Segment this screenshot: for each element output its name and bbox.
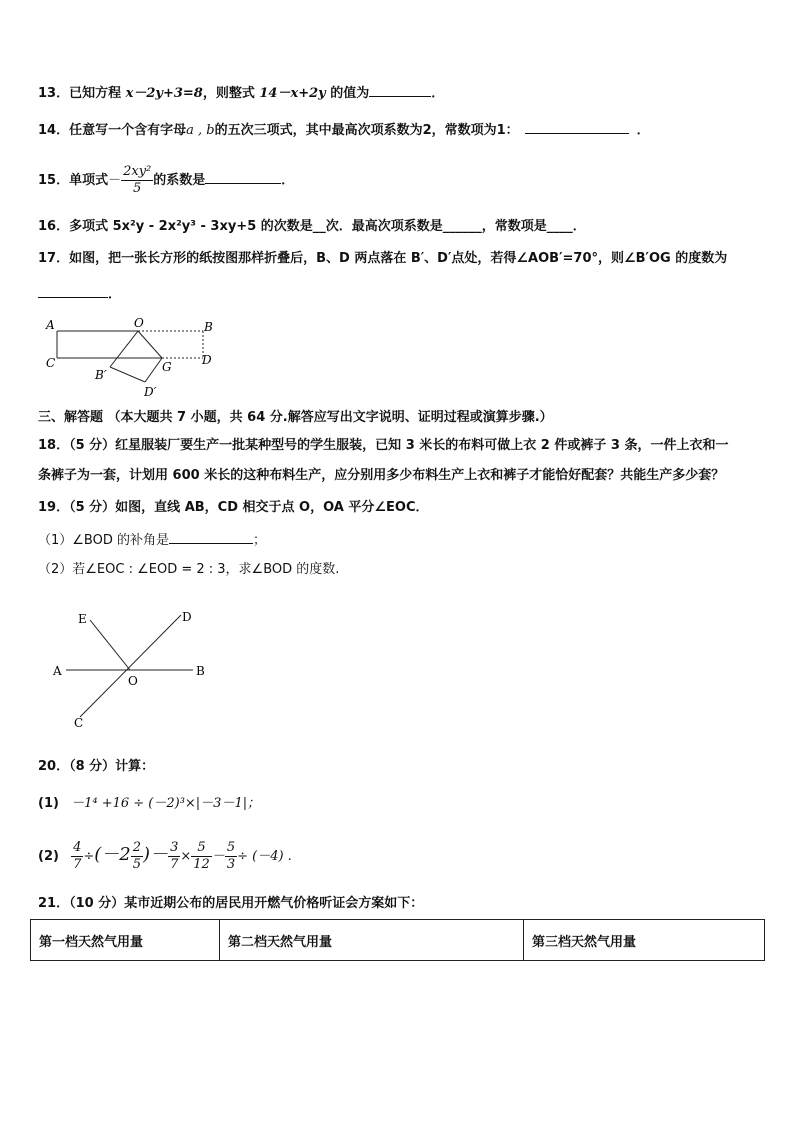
question-17-answer-line: ．: [38, 284, 121, 304]
label-A: A: [46, 318, 55, 332]
table-row: [31, 920, 765, 961]
label-A: A: [53, 664, 62, 678]
question-15: 15．单项式－ $\frac{\text{2xy²}}{5}$ 的系数是 ．: [38, 164, 295, 196]
gas-price-table: [30, 919, 765, 961]
figure-folded-rectangle: [40, 312, 230, 402]
label-B-prime: B′: [95, 368, 107, 382]
label-G: G: [162, 360, 172, 374]
question-13: 13．已知方程 x－2y+3=8，则整式 14－x+2y 的值为 ．: [38, 83, 444, 103]
question-21: 21．（10 分）某市近期公布的居民用开燃气价格听证会方案如下：: [38, 896, 424, 911]
answer-blank[interactable]: [369, 83, 431, 97]
label-C: C: [74, 716, 84, 730]
label-D-prime: D′: [144, 385, 157, 399]
answer-blank[interactable]: [169, 530, 253, 544]
answer-blank[interactable]: [38, 284, 108, 298]
label-O: O: [134, 316, 144, 330]
label-C: C: [46, 356, 56, 370]
question-14: 14．任意写一个含有字母a , b的五次三项式，其中最高次项系数为2，常数项为1： ．: [38, 120, 650, 140]
question-20-part-1: (1) －1⁴ +16 ÷ (－2)³×|－3－1|；: [38, 796, 261, 811]
label-D: D: [182, 610, 192, 624]
table-cell: 第一档天然气用量: [31, 920, 220, 961]
label-B: B: [196, 664, 205, 678]
label-D: D: [202, 353, 212, 367]
answer-blank[interactable]: [525, 120, 629, 134]
label-O: O: [128, 674, 138, 688]
answer-blank[interactable]: [205, 170, 281, 184]
question-19: 19．（5 分）如图，直线 AB，CD 相交于点 O，OA 平分∠EOC．: [38, 500, 429, 515]
table-cell: 第二档天然气用量: [220, 920, 524, 961]
fraction-2xy2-over-5: $\frac{\text{2xy²}}{5}$: [123, 164, 152, 196]
question-19-part-1: （1）∠BOD 的补角是 ；: [38, 530, 266, 550]
question-20-part-2: (2) $\frac{4}{7}$ ÷(－2 $\frac{2}{5}$ )－ $\frac{3}{7}$ × $\frac{5}{12}$ － $\frac{5}{3}$ ÷ (－4) .: [38, 840, 292, 872]
question-17: 17．如图，把一张长方形的纸按图那样折叠后，B、D 两点落在 B′、D′点处，若得∠AOB′=70°，则∠B′OG 的度数为: [38, 251, 728, 266]
section-heading: 三、解答题 （本大题共 7 小题，共 64 分.解答应写出文字说明、证明过程或演算步骤.）: [38, 410, 553, 425]
question-20: 20．（8 分）计算：: [38, 759, 155, 774]
figure-intersecting-lines: [50, 603, 220, 738]
table-cell: 第三档天然气用量: [524, 920, 765, 961]
label-B: B: [204, 320, 213, 334]
question-18-line-2: 条裤子为一套，计划用 600 米长的这种布料生产，应分别用多少布料生产上衣和裤子才能恰好配套？共能生产多少套？: [38, 468, 725, 483]
question-16: 16．多项式 5x²y - 2x²y³ - 3xy+5 的次数是__次．最高次项系数是______，常数项是____．: [38, 219, 586, 234]
label-E: E: [78, 612, 87, 626]
question-18-line-1: 18．（5 分）红星服装厂要生产一批某种型号的学生服装，已知 3 米长的布料可做上衣 2 件或裤子 3 条，一件上衣和一: [38, 438, 729, 453]
question-19-part-2: （2）若∠EOC : ∠EOD = 2 : 3，求∠BOD 的度数.: [38, 562, 340, 577]
